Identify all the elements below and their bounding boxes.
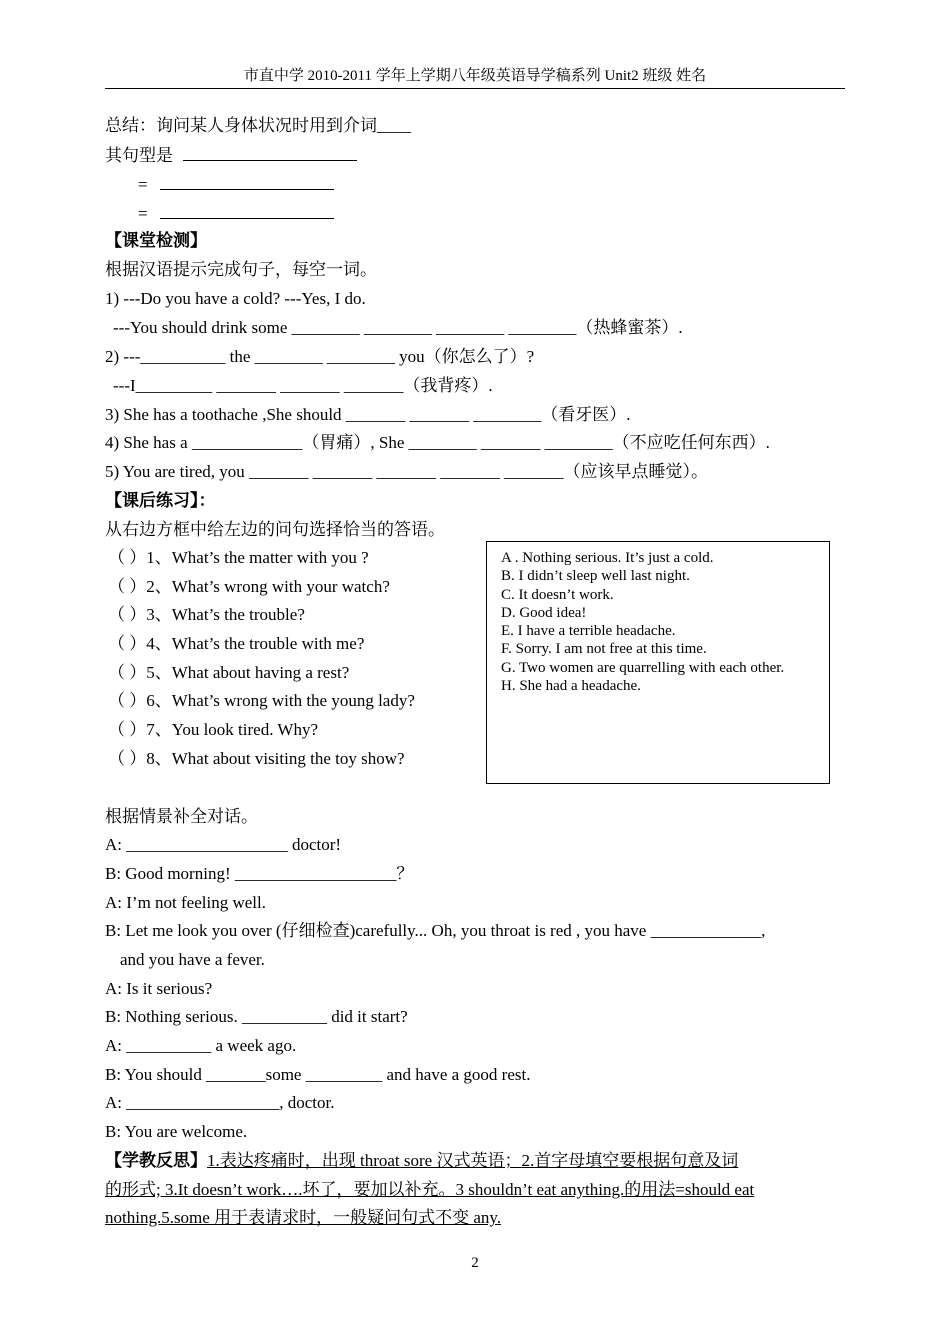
summary-blank xyxy=(183,144,357,161)
answer-option: F. Sorry. I am not free at this time. xyxy=(501,641,707,658)
dialogue-line: A: Is it serious? xyxy=(105,979,213,998)
summary-eq-2: = xyxy=(138,202,334,225)
matching-question: （ ）5、What about having a rest? xyxy=(108,663,350,682)
question-5: 5) You are tired, you _______ _______ _______ _______ _______（应该早点睡觉）。 xyxy=(105,462,709,481)
answer-option: E. I have a terrible headache. xyxy=(501,623,676,640)
question-1b: ---You should drink some ________ ________ ________ ________（热蜂蜜茶）. xyxy=(113,318,683,337)
matching-question: （ ）6、What’s wrong with the young lady? xyxy=(108,691,415,710)
classroom-instruction: 根据汉语提示完成句子，每空一词。 xyxy=(105,260,377,279)
answer-option: G. Two women are quarrelling with each other. xyxy=(501,659,785,676)
dialogue-line: A: __________ a week ago. xyxy=(105,1036,297,1055)
summary-line-1: 总结：询问某人身体状况时用到介词____ xyxy=(105,116,411,135)
dialogue-line: and you have a fever. xyxy=(120,950,265,969)
answer-option: D. Good idea! xyxy=(501,604,587,621)
answer-option: A . Nothing serious. It’s just a cold. xyxy=(501,550,714,566)
question-4: 4) She has a _____________（胃痛）, She ________ _______ ________（不应吃任何东西）. xyxy=(105,433,770,452)
reflection-line-3: nothing.5.some 用于表请求时，一般疑问句式不变 any. xyxy=(105,1208,502,1227)
answer-option: B. I didn’t sleep well last night. xyxy=(501,568,690,585)
page-number: 2 xyxy=(471,1255,479,1271)
matching-question: （ ）4、What’s the trouble with me? xyxy=(108,634,365,653)
matching-question: （ ）1、What’s the matter with you ? xyxy=(108,548,369,567)
reflection-line-1: 【学教反思】1.表达疼痛时，出现 throat sore 汉式英语；2.首字母填空要根据句意及词 xyxy=(105,1151,739,1170)
answer-box xyxy=(486,541,830,784)
dialogue-line: A: ___________________ doctor! xyxy=(105,835,342,854)
matching-question: （ ）2、What’s wrong with your watch? xyxy=(108,577,390,596)
answer-option: C. It doesn’t work. xyxy=(501,586,614,603)
matching-question: （ ）8、What about visiting the toy show? xyxy=(108,749,405,768)
question-3: 3) She has a toothache ,She should _______ _______ ________（看牙医）. xyxy=(105,405,631,424)
page-header: 市直中学 2010-2011 学年上学期八年级英语导学稿系列 Unit2 班级 姓名 xyxy=(105,66,845,89)
dialogue-line: B: You should _______some _________ and have a good rest. xyxy=(105,1065,531,1084)
dialogue-line: A: __________________, doctor. xyxy=(105,1093,335,1112)
reflection-title: 【学教反思】 xyxy=(105,1151,207,1170)
dialogue-line: B: You are welcome. xyxy=(105,1122,248,1141)
homework-title: 【课后练习】： xyxy=(105,491,216,510)
dialogue-line: B: Good morning! ___________________？ xyxy=(105,864,414,883)
classroom-title: 【课堂检测】 xyxy=(105,231,207,250)
summary-pattern-label: 其句型是 xyxy=(105,146,173,165)
dialogue-instruction: 根据情景补全对话。 xyxy=(105,807,258,826)
dialogue-line: B: Let me look you over (仔细检查)carefully... Oh, you throat is red , you have _____________, xyxy=(105,921,766,940)
answer-option: H. She had a headache. xyxy=(501,678,641,695)
question-1a: 1) ---Do you have a cold? ---Yes, I do. xyxy=(105,289,366,308)
reflection-line-2: 的形式; 3.It doesn’t work….坏了，要加以补充。3 shouldn’t eat anything.的用法=should eat xyxy=(105,1180,755,1199)
dialogue-line: A: I’m not feeling well. xyxy=(105,893,266,912)
homework-instruction: 从右边方框中给左边的问句选择恰当的答语。 xyxy=(105,520,445,539)
matching-question: （ ）3、What’s the trouble? xyxy=(108,605,305,624)
dialogue-line: B: Nothing serious. __________ did it start? xyxy=(105,1007,408,1026)
question-2b: ---I_________ _______ _______ _______（我背疼）. xyxy=(113,376,493,395)
question-2a: 2) ---__________ the ________ ________ you（你怎么了）? xyxy=(105,347,535,366)
matching-question: （ ）7、You look tired. Why? xyxy=(108,720,318,739)
summary-line-2 xyxy=(105,144,357,167)
summary-eq-1: = xyxy=(138,173,334,196)
